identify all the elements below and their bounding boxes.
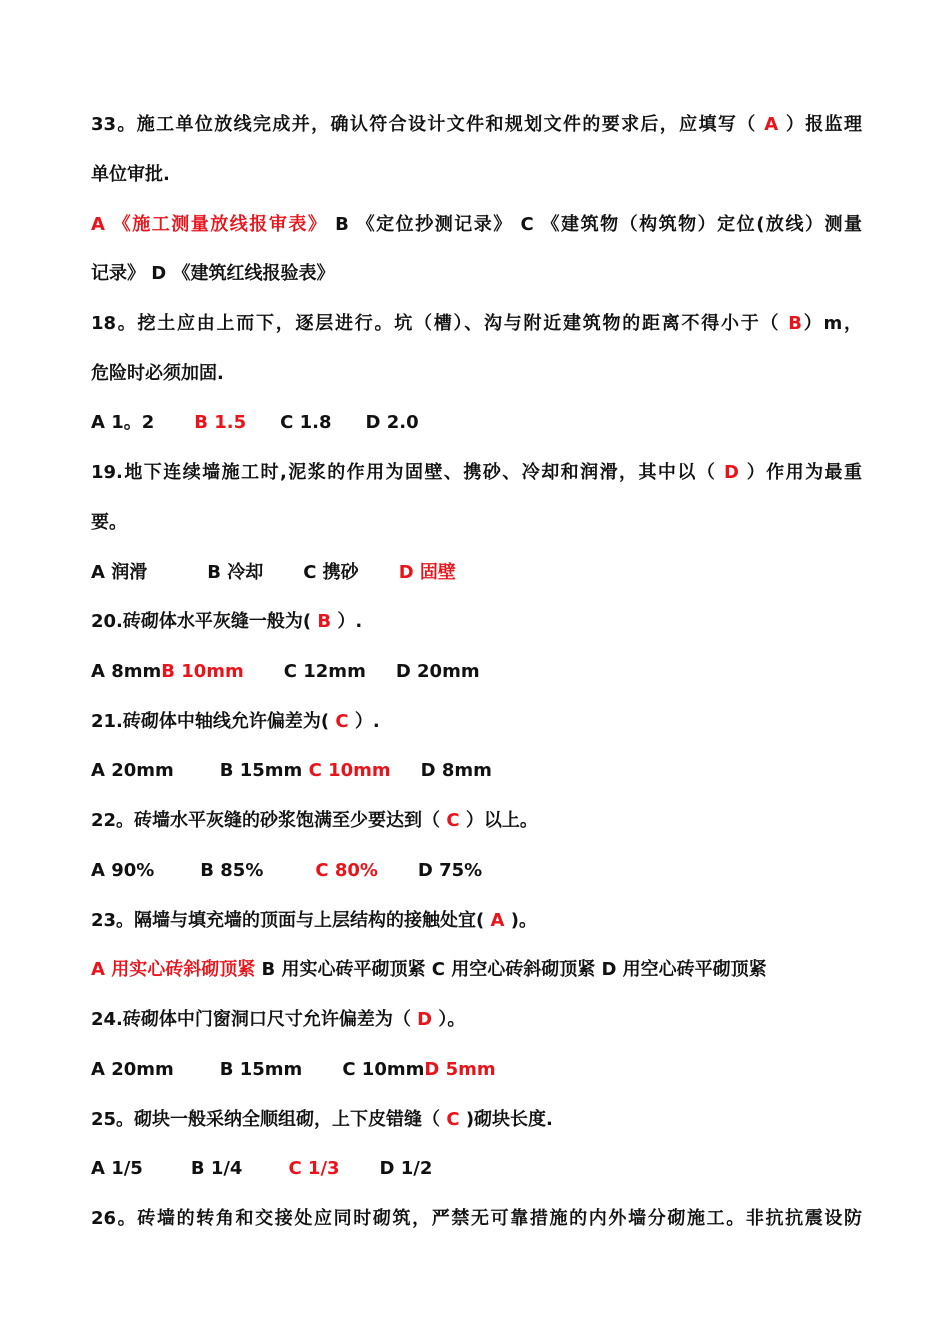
option-line xyxy=(91,261,862,287)
answer-text: B 1.5 xyxy=(194,412,247,433)
option-line xyxy=(91,1156,862,1182)
question-text: C 10mm xyxy=(342,1059,425,1080)
answer-text: D xyxy=(417,1009,433,1030)
option-line xyxy=(91,212,862,238)
option-line xyxy=(91,410,862,436)
question-text: ）. xyxy=(331,611,363,632)
answer-text: D 固壁 xyxy=(398,562,456,583)
question-text: D 20mm xyxy=(395,661,480,682)
text-line xyxy=(91,112,862,138)
answer-text: B xyxy=(317,611,332,632)
answer-text: C 1/3 xyxy=(288,1158,340,1179)
question-text: C 1.8 xyxy=(280,412,332,433)
text-line xyxy=(91,460,862,486)
question-text: ）. xyxy=(348,711,380,732)
question-text: 记录》 D 《建筑红线报验表》 xyxy=(91,263,335,284)
question-text: B 85% xyxy=(200,860,264,881)
answer-text: A 《施工测量放线报审表》 xyxy=(91,214,328,235)
option-line xyxy=(91,1057,862,1083)
question-text: 19.地下连续墙施工时,泥浆的作用为固壁、携砂、冷却和润滑，其中以（ xyxy=(91,462,725,483)
answer-text: B xyxy=(788,313,802,334)
question-text: A 20mm xyxy=(91,1059,174,1080)
text-line xyxy=(91,908,862,934)
option-line xyxy=(91,659,862,685)
text-line xyxy=(91,1107,862,1133)
question-text: C 携砂 xyxy=(303,562,359,583)
question-text: D 75% xyxy=(417,860,483,881)
text-line xyxy=(91,162,862,188)
question-text: B 1/4 xyxy=(190,1158,243,1179)
option-line xyxy=(91,858,862,884)
question-text: 18。挖土应由上而下，逐层进行。坑（槽）、沟与附近建筑物的距离不得小于（ xyxy=(91,313,789,334)
answer-text: C xyxy=(446,1109,460,1130)
text-line xyxy=(91,1007,862,1033)
question-text: A 20mm xyxy=(91,760,174,781)
question-text: ）m， xyxy=(802,313,863,334)
question-text: )。 xyxy=(504,910,537,931)
question-text: )砌块长度. xyxy=(459,1109,553,1130)
option-line xyxy=(91,758,862,784)
answer-text: C xyxy=(335,711,349,732)
option-line xyxy=(91,957,862,983)
question-text: B 15mm xyxy=(219,1059,303,1080)
question-text: D 1/2 xyxy=(379,1158,433,1179)
text-line xyxy=(91,361,862,387)
question-text: ）报监理 xyxy=(778,114,862,135)
text-line xyxy=(91,1206,862,1232)
question-text: 要。 xyxy=(91,512,127,533)
question-text: 22。砖墙水平灰缝的砂浆饱满至少要达到（ xyxy=(91,810,447,831)
question-text: 危险时必须加固. xyxy=(91,363,224,384)
answer-text: A xyxy=(764,114,779,135)
text-line xyxy=(91,709,862,735)
question-text: 20.砖砌体水平灰缝一般为( xyxy=(91,611,318,632)
question-text: B 用实心砖平砌顶紧 C 用空心砖斜砌顶紧 D 用空心砖平砌顶紧 xyxy=(255,959,767,980)
question-text: 21.砖砌体中轴线允许偏差为( xyxy=(91,711,336,732)
question-text: 26。砖墙的转角和交接处应同时砌筑，严禁无可靠措施的内外墙分砌施工。非抗抗震设防 xyxy=(91,1208,862,1229)
question-text: B 冷却 xyxy=(207,562,264,583)
question-text: 23。隔墙与填充墙的顶面与上层结构的接触处宜( xyxy=(91,910,491,931)
text-line xyxy=(91,311,862,337)
option-line xyxy=(91,560,862,586)
answer-text: C 10mm xyxy=(308,760,391,781)
question-text: ）以上。 xyxy=(459,810,538,831)
answer-text: B 10mm xyxy=(161,661,244,682)
question-text: D 2.0 xyxy=(365,412,419,433)
question-text: C 12mm xyxy=(283,661,366,682)
question-text: 24.砖砌体中门窗洞口尺寸允许偏差为（ xyxy=(91,1009,418,1030)
question-text: 33。施工单位放线完成并，确认符合设计文件和规划文件的要求后，应填写（ xyxy=(91,114,765,135)
text-line xyxy=(91,808,862,834)
answer-text: C 80% xyxy=(315,860,378,881)
question-text: B 15mm xyxy=(219,760,309,781)
answer-text: D xyxy=(724,462,739,483)
question-text: 25。砌块一般采纳全顺组砌，上下皮错缝（ xyxy=(91,1109,447,1130)
question-text: A 90% xyxy=(91,860,155,881)
text-line xyxy=(91,609,862,635)
answer-text: A xyxy=(490,910,505,931)
question-text: A 1。2 xyxy=(91,412,155,433)
answer-text: C xyxy=(446,810,460,831)
answer-text: A 用实心砖斜砌顶紧 xyxy=(91,959,256,980)
question-text: A 1/5 xyxy=(91,1158,143,1179)
question-text: B 《定位抄测记录》 C 《建筑物（构筑物）定位(放线）测量 xyxy=(327,214,862,235)
question-text: A 润滑 xyxy=(91,562,148,583)
question-text: ）。 xyxy=(432,1009,466,1030)
text-line xyxy=(91,510,862,536)
question-text: A 8mm xyxy=(91,661,162,682)
question-text: ）作用为最重 xyxy=(738,462,862,483)
question-text: D 8mm xyxy=(420,760,492,781)
answer-text: D 5mm xyxy=(424,1059,496,1080)
question-text: 单位审批. xyxy=(91,164,170,185)
